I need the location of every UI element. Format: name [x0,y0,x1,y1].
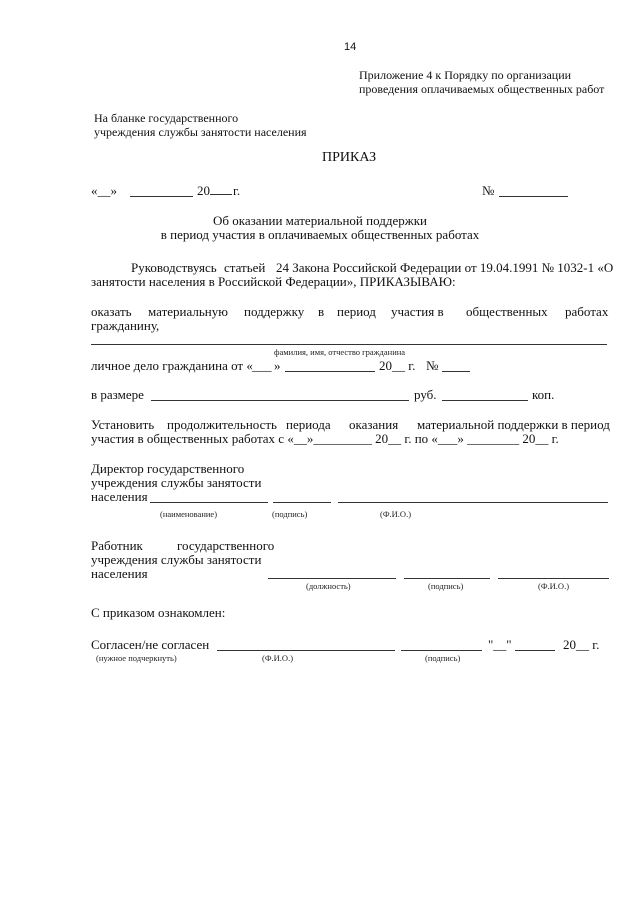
appendix-line-2: проведения оплачиваемых общественных работ [359,82,605,96]
order-word-3: поддержку [244,304,305,319]
director-line-2: учреждения службы занятости [91,475,262,490]
order-word-1: оказать [91,304,132,319]
consent-date-month-blank[interactable] [515,650,555,651]
order-word-6: участия в [391,304,444,319]
duration-word-1: Установить [91,417,155,432]
appendix-line-1: Приложение 4 к Порядку по организации [359,68,572,82]
amount-rub: руб. [414,387,437,402]
consent-fio-blank[interactable] [217,650,395,651]
director-signature-caption: (подпись) [272,509,308,519]
consent-fio-caption: (Ф.И.О.) [262,653,294,663]
duration-word-5: материальной поддержки в период [417,417,610,432]
consent-label: Согласен/не согласен [91,637,210,652]
director-line-3: населения [91,489,148,504]
consent-date-year: 20__ г. [563,637,600,652]
director-signature-blank[interactable] [273,502,331,503]
worker-signature-caption: (подпись) [428,581,464,591]
preamble-word-1: Руководствуясь [131,260,217,275]
date-year-suffix: г. [233,183,241,198]
worker-line-3: населения [91,566,148,581]
personal-file-year: 20__ г. [379,358,416,373]
worker-word-2: государственного [177,538,275,553]
worker-signature-blank[interactable] [404,578,490,579]
duration-word-3: периода [286,417,331,432]
amount-kop: коп. [532,387,555,402]
director-fio-caption: (Ф.И.О.) [380,509,412,519]
subject-line-2: в период участия в оплачиваемых общественных работах [160,227,480,242]
date-year: 20 [197,184,232,198]
worker-line-2: учреждения службы занятости [91,552,262,567]
consent-date-day: "__" [488,637,512,652]
worker-position-caption: (должность) [306,581,351,591]
page-number: 14 [344,41,357,53]
consent-signature-caption: (подпись) [425,653,461,663]
director-institution-blank[interactable] [150,502,268,503]
order-line-2: гражданину, [91,318,160,333]
personal-file-number: № [426,358,439,373]
letterhead-line-1: На бланке государственного [94,111,239,125]
director-institution-caption: (наименование) [160,509,218,519]
personal-file-day: ___ [252,358,272,373]
amount-prefix: в размере [91,387,144,402]
duration-word-4: оказания [349,417,399,432]
worker-fio-blank[interactable] [498,578,609,579]
order-word-7: общественных [466,304,548,319]
personal-file-month-blank[interactable] [285,371,375,372]
preamble-line-2: занятости населения в Российской Федерации», ПРИКАЗЫВАЮ: [91,274,456,289]
subject-line-1: Об оказании материальной поддержки [213,213,427,228]
order-number-label: № [482,183,495,198]
acknowledged-label: С приказом ознакомлен: [91,605,226,620]
worker-position-blank[interactable] [268,578,396,579]
letterhead-line-2: учреждения службы занятости населения [94,125,307,139]
order-number-blank[interactable] [499,196,568,197]
worker-word-1: Работник [91,538,143,553]
personal-file-close: » [274,358,281,373]
duration-line-2: участия в общественных работах с «__»_________ 20__ г. по «___» ________ 20__ г. [91,431,559,446]
order-word-8: работах [565,304,609,319]
amount-blank[interactable] [151,400,409,401]
director-fio-blank[interactable] [338,502,608,503]
consent-signature-blank[interactable] [401,650,482,651]
order-word-2: материальную [148,304,228,319]
preamble-word-2: статьей [224,260,266,275]
order-word-4: в [318,304,325,319]
date-day: «__» [91,183,117,198]
director-line-1: Директор государственного [91,461,245,476]
personal-file-prefix: личное дело гражданина от « [91,358,253,373]
duration-word-2: продолжительность [167,417,277,432]
personal-file-number-blank[interactable] [442,371,470,372]
citizen-name-blank[interactable] [91,344,607,345]
citizen-name-caption: фамилия, имя, отчество гражданина [274,347,406,357]
date-month-blank[interactable] [130,196,193,197]
preamble-word-3: 24 Закона Российской Федерации от 19.04.1991 № 1032-1 «О [276,260,614,275]
underline-caption: (нужное подчеркнуть) [96,653,177,663]
amount-kop-blank[interactable] [442,400,528,401]
document-title: ПРИКАЗ [322,150,377,165]
order-word-5: период [337,304,376,319]
worker-fio-caption: (Ф.И.О.) [538,581,570,591]
